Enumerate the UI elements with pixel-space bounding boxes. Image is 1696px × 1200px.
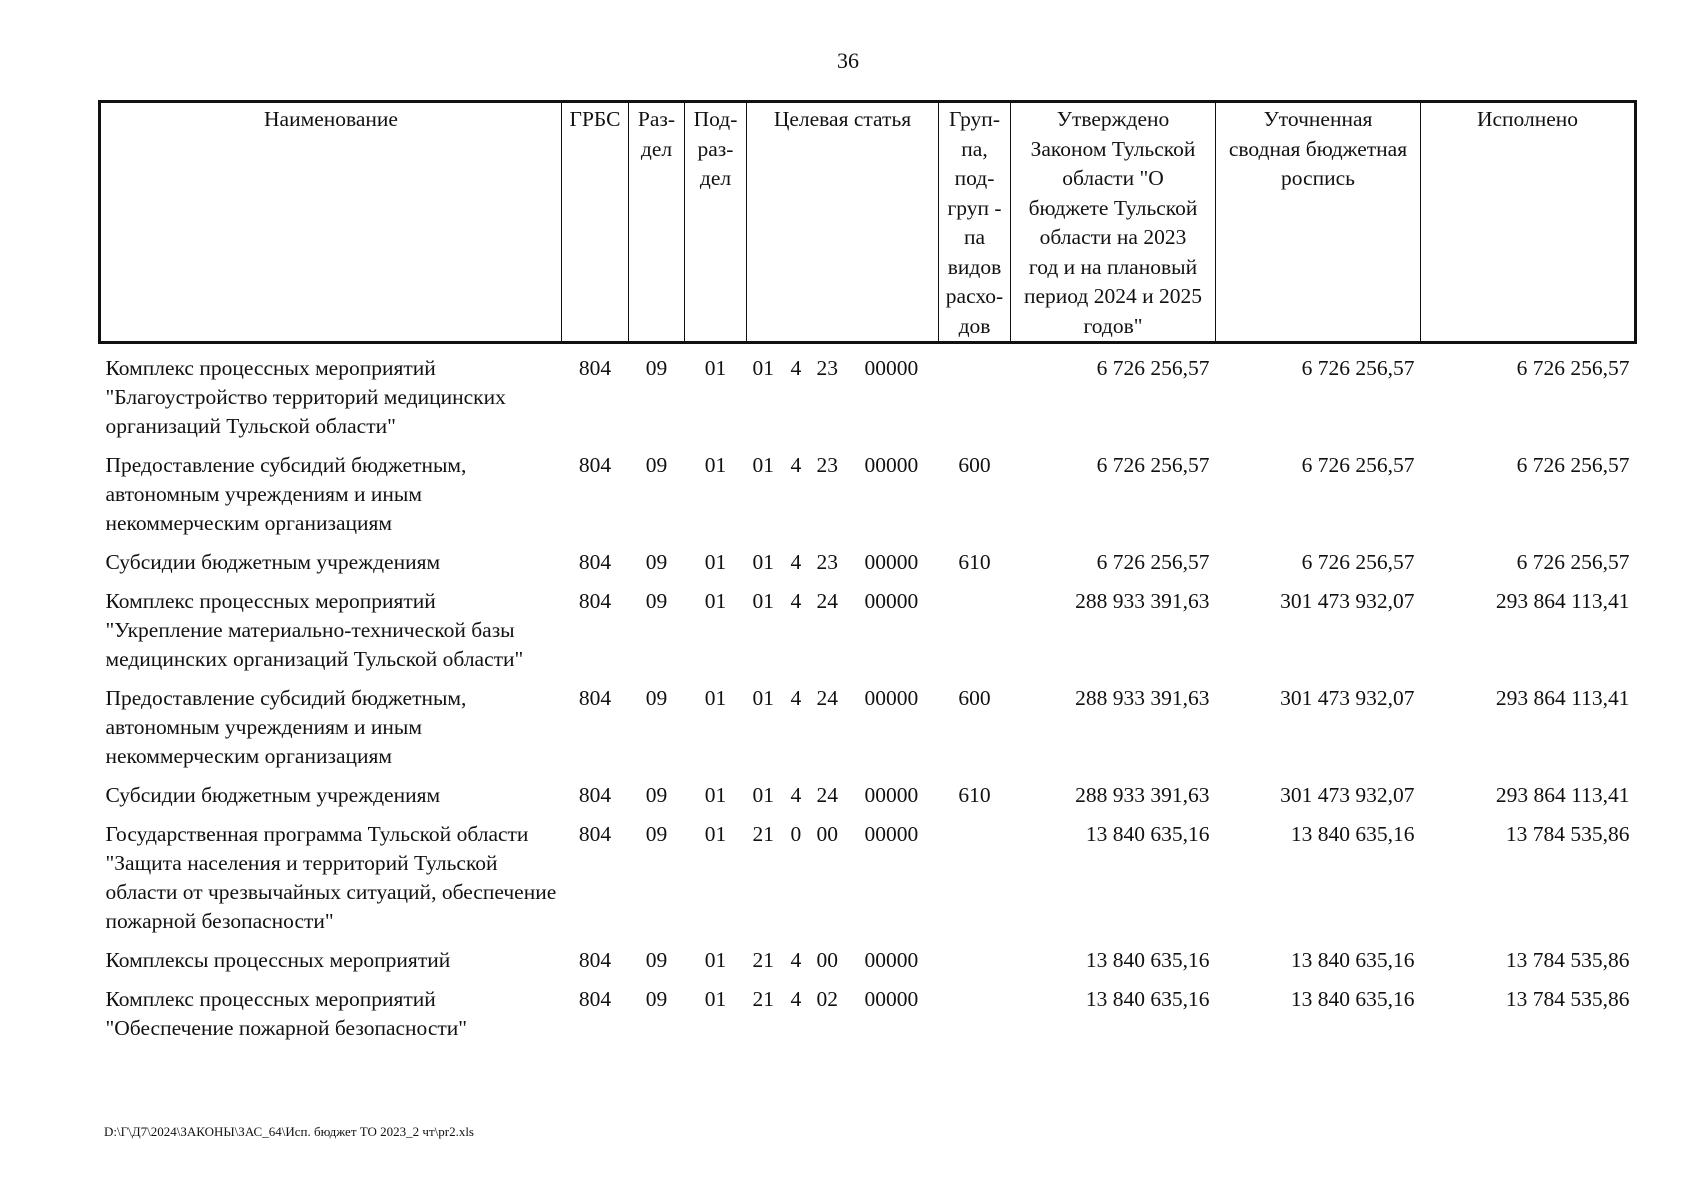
row-cs1: 21 <box>752 948 774 972</box>
row-podrazdel: 01 <box>704 453 727 477</box>
row-grbs: 804 <box>578 453 612 477</box>
row-refined: 301 473 932,07 <box>1280 686 1415 710</box>
header-podrazdel: Под- раз- дел <box>685 102 747 343</box>
header-razdel: Раз- дел <box>629 102 685 343</box>
footer-file-path: D:\Г\Д7\2024\ЗАКОНЫ\ЗАС_64\Исп. бюджет ТО 2023_2 чт\pr2.xls <box>104 1124 474 1139</box>
table-row <box>100 441 1636 538</box>
row-cs1: 01 <box>752 686 774 710</box>
row-cs3: 00 <box>816 948 838 972</box>
row-grbs: 804 <box>578 987 612 1011</box>
row-podrazdel: 01 <box>704 589 727 613</box>
row-cs3: 23 <box>816 356 838 380</box>
header-gruppa: Груп- па, под- груп - па видов расхо- дов <box>939 102 1011 343</box>
row-cs4: 00000 <box>864 822 919 846</box>
header-celevaya-statya: Целевая статья <box>747 102 939 343</box>
row-group <box>939 343 1011 442</box>
row-cs4: 00000 <box>864 589 919 613</box>
row-razdel: 09 <box>645 948 668 972</box>
row-razdel: 09 <box>645 589 668 613</box>
row-cs3: 24 <box>816 783 838 807</box>
row-podrazdel: 01 <box>704 356 727 380</box>
row-grbs: 804 <box>578 948 612 972</box>
table-row <box>100 810 1636 936</box>
row-cs4: 00000 <box>864 356 919 380</box>
header-ispolneno: Исполнено <box>1421 102 1636 343</box>
row-name: Субсидии бюджетным учреждениям <box>105 550 441 574</box>
row-celevaya-statya <box>747 577 939 674</box>
row-cs1: 01 <box>752 356 774 380</box>
row-name: Субсидии бюджетным учреждениям <box>105 783 441 807</box>
row-celevaya-statya <box>747 810 939 936</box>
row-name: Комплексы процессных мероприятий <box>105 948 451 972</box>
row-celevaya-statya <box>747 936 939 975</box>
row-name: Комплекс процессных мероприятий "Благоустройство территорий медицинских организаций Тульской области" <box>105 356 506 438</box>
row-grbs: 804 <box>578 686 612 710</box>
row-cs1: 21 <box>752 987 774 1011</box>
row-refined: 301 473 932,07 <box>1280 783 1415 807</box>
row-celevaya-statya <box>747 975 939 1043</box>
header-grbs: ГРБС <box>562 102 629 343</box>
row-approved: 6 726 256,57 <box>1096 453 1210 477</box>
row-cs1: 01 <box>752 550 774 574</box>
row-cs3: 00 <box>816 822 838 846</box>
table-row <box>100 771 1636 810</box>
row-refined: 13 840 635,16 <box>1290 948 1415 972</box>
row-approved: 13 840 635,16 <box>1085 822 1210 846</box>
row-executed: 6 726 256,57 <box>1516 453 1630 477</box>
row-grbs: 804 <box>578 589 612 613</box>
header-utverzhdeno: Утверждено Законом Тульской области "О бюджете Тульской области на 2023 год и на плановый период 2024 и 2025 годов" <box>1011 102 1216 343</box>
row-refined: 13 840 635,16 <box>1290 822 1415 846</box>
row-cs2: 4 <box>790 987 802 1011</box>
row-approved: 288 933 391,63 <box>1075 589 1210 613</box>
row-executed: 293 864 113,41 <box>1495 686 1630 710</box>
row-group: 600 <box>958 453 991 477</box>
table-header-row <box>100 102 1636 343</box>
row-name: Государственная программа Тульской области "Защита населения и территорий Тульской области от чрезвычайных ситуаций, обеспечение пожарной безопасности" <box>105 822 557 933</box>
row-grbs: 804 <box>578 783 612 807</box>
row-razdel: 09 <box>645 550 668 574</box>
table-row <box>100 936 1636 975</box>
row-cs4: 00000 <box>864 550 919 574</box>
row-refined: 6 726 256,57 <box>1301 453 1415 477</box>
row-refined: 6 726 256,57 <box>1301 356 1415 380</box>
row-name: Комплекс процессных мероприятий "Обеспечение пожарной безопасности" <box>105 987 468 1040</box>
row-refined: 301 473 932,07 <box>1280 589 1415 613</box>
row-executed: 6 726 256,57 <box>1516 356 1630 380</box>
row-cs4: 00000 <box>864 948 919 972</box>
row-celevaya-statya <box>747 343 939 442</box>
budget-table <box>98 100 1637 1043</box>
row-cs3: 24 <box>816 686 838 710</box>
row-celevaya-statya <box>747 441 939 538</box>
row-approved: 13 840 635,16 <box>1085 948 1210 972</box>
row-cs2: 4 <box>790 453 802 477</box>
row-approved: 6 726 256,57 <box>1096 550 1210 574</box>
header-name: Наименование <box>100 102 562 343</box>
table-row <box>100 674 1636 771</box>
row-podrazdel: 01 <box>704 686 727 710</box>
row-cs4: 00000 <box>864 453 919 477</box>
row-razdel: 09 <box>645 356 668 380</box>
row-cs3: 23 <box>816 453 838 477</box>
row-cs3: 23 <box>816 550 838 574</box>
row-executed: 13 784 535,86 <box>1505 948 1630 972</box>
row-grbs: 804 <box>578 356 612 380</box>
row-approved: 6 726 256,57 <box>1096 356 1210 380</box>
row-celevaya-statya <box>747 674 939 771</box>
table-row <box>100 538 1636 577</box>
row-cs1: 01 <box>752 453 774 477</box>
table-row <box>100 343 1636 442</box>
row-approved: 13 840 635,16 <box>1085 987 1210 1011</box>
row-executed: 13 784 535,86 <box>1505 822 1630 846</box>
row-cs2: 4 <box>790 356 802 380</box>
row-approved: 288 933 391,63 <box>1075 686 1210 710</box>
row-group <box>939 975 1011 1043</box>
row-podrazdel: 01 <box>704 822 727 846</box>
row-executed: 6 726 256,57 <box>1516 550 1630 574</box>
row-cs4: 00000 <box>864 987 919 1011</box>
table-row <box>100 975 1636 1043</box>
row-refined: 6 726 256,57 <box>1301 550 1415 574</box>
row-cs4: 00000 <box>864 686 919 710</box>
row-grbs: 804 <box>578 822 612 846</box>
row-cs2: 4 <box>790 686 802 710</box>
row-group: 600 <box>958 686 991 710</box>
row-cs2: 4 <box>790 783 802 807</box>
row-razdel: 09 <box>645 987 668 1011</box>
row-approved: 288 933 391,63 <box>1075 783 1210 807</box>
row-cs3: 02 <box>816 987 838 1011</box>
row-cs2: 4 <box>790 589 802 613</box>
row-group <box>939 936 1011 975</box>
row-cs2: 0 <box>790 822 802 846</box>
row-executed: 13 784 535,86 <box>1505 987 1630 1011</box>
row-cs2: 4 <box>790 550 802 574</box>
row-group: 610 <box>958 550 991 574</box>
row-grbs: 804 <box>578 550 612 574</box>
page-number: 36 <box>837 48 859 73</box>
row-group <box>939 810 1011 936</box>
row-razdel: 09 <box>645 453 668 477</box>
row-name: Предоставление субсидий бюджетным, автономным учреждениям и иным некоммерческим организациям <box>105 686 467 768</box>
row-refined: 13 840 635,16 <box>1290 987 1415 1011</box>
row-podrazdel: 01 <box>704 987 727 1011</box>
row-executed: 293 864 113,41 <box>1495 783 1630 807</box>
row-podrazdel: 01 <box>704 550 727 574</box>
row-celevaya-statya <box>747 771 939 810</box>
row-podrazdel: 01 <box>704 783 727 807</box>
row-razdel: 09 <box>645 686 668 710</box>
row-cs1: 21 <box>752 822 774 846</box>
row-name: Комплекс процессных мероприятий "Укрепление материально-технической базы медицинских организаций Тульской области" <box>105 589 524 671</box>
row-cs2: 4 <box>790 948 802 972</box>
row-celevaya-statya <box>747 538 939 577</box>
row-razdel: 09 <box>645 822 668 846</box>
row-cs1: 01 <box>752 783 774 807</box>
row-razdel: 09 <box>645 783 668 807</box>
table-row <box>100 577 1636 674</box>
header-utochnennaya: Уточненная сводная бюджетная роспись <box>1216 102 1421 343</box>
row-podrazdel: 01 <box>704 948 727 972</box>
table-body <box>100 343 1636 1044</box>
row-executed: 293 864 113,41 <box>1495 589 1630 613</box>
row-cs3: 24 <box>816 589 838 613</box>
budget-table-container <box>98 100 1634 1043</box>
row-group: 610 <box>958 783 991 807</box>
row-group <box>939 577 1011 674</box>
row-cs4: 00000 <box>864 783 919 807</box>
row-cs1: 01 <box>752 589 774 613</box>
row-name: Предоставление субсидий бюджетным, автономным учреждениям и иным некоммерческим организациям <box>105 453 467 535</box>
